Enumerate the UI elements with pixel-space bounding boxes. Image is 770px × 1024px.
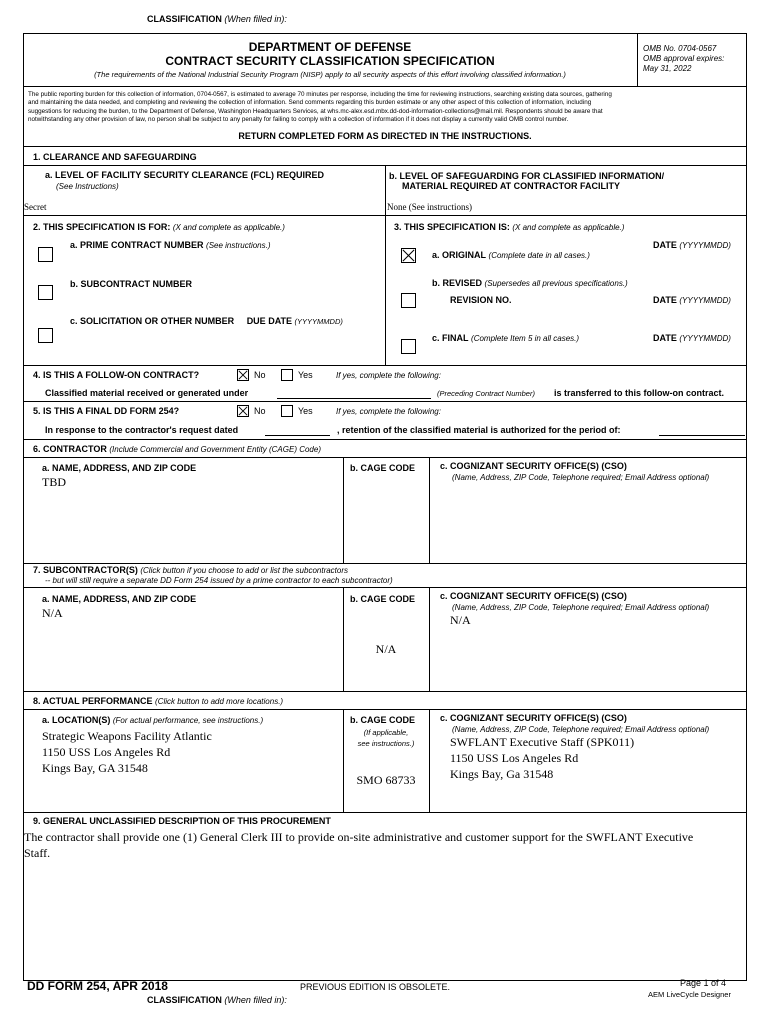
s4-title: 4. IS THIS A FOLLOW-ON CONTRACT? xyxy=(33,370,200,380)
s3b-date-header xyxy=(653,295,731,305)
s2-note: (X and complete as applicable.) xyxy=(172,223,285,232)
cso-line: Kings Bay, Ga 31548 xyxy=(450,767,554,781)
description-line: Staff. xyxy=(24,846,51,860)
dept-title: DEPARTMENT OF DEFENSE xyxy=(248,40,412,54)
header-divider xyxy=(637,33,638,86)
classification-label: CLASSIFICATION xyxy=(147,14,222,24)
s5-title: 5. IS THIS A FINAL DD FORM 254? xyxy=(33,406,180,416)
burden-line: notwithstanding any other provision of law, no person shall be subject to any penalty for failing to comply with a collection of information if it does not display a currently valid OMB control number. xyxy=(28,115,569,123)
form-subtitle: (The requirements of the National Industrial Security Program (NISP) apply to all security aspects of this effort involving classified information.) xyxy=(94,70,566,79)
x-mark-icon xyxy=(238,370,248,380)
rule xyxy=(429,457,430,563)
rule xyxy=(343,457,344,563)
subcontract-checkbox[interactable] xyxy=(38,285,53,300)
s6-note: (Include Commercial and Government Entity (CAGE) Code) xyxy=(109,445,321,454)
safeguarding-level-field[interactable]: None (See instructions) xyxy=(387,202,472,212)
date-note: (YYYYMMDD) xyxy=(679,334,731,343)
s7c-note: (Name, Address, ZIP Code, Telephone required; Email Address optional) xyxy=(452,603,710,612)
s4-line2-label: Classified material received or generated under xyxy=(45,388,249,398)
s8-note: (Click button to add more locations.) xyxy=(155,697,284,706)
s7-note: (Click button if you choose to add or list the subcontractors xyxy=(140,566,349,575)
s4-note: If yes, complete the following: xyxy=(336,371,441,380)
omb-number: OMB No. 0704-0567 xyxy=(643,44,717,53)
rule xyxy=(23,86,747,87)
date-label: DATE xyxy=(653,295,677,305)
location-line: Kings Bay, GA 31548 xyxy=(42,761,148,775)
date-label: DATE xyxy=(653,333,677,343)
s3a-row xyxy=(432,250,590,260)
rule xyxy=(385,165,386,215)
s2a-row xyxy=(70,240,271,250)
s4-no-checkbox[interactable] xyxy=(237,369,249,381)
classification-note: (When filled in): xyxy=(224,14,287,24)
s4-yes-label: Yes xyxy=(298,370,313,380)
bottom-classification xyxy=(147,995,287,1005)
procurement-description-field[interactable] xyxy=(24,829,693,861)
location-line: Strategic Weapons Facility Atlantic xyxy=(42,729,212,743)
s3c-label: c. FINAL xyxy=(432,333,469,343)
burden-line: The public reporting burden for this collection of information, 0704-0567, is estimated to average 70 minutes per response, including the time for reviewing instructions, searching existing data sources, gathering xyxy=(28,91,612,98)
s8b-label: b. CAGE CODE xyxy=(350,715,416,725)
rule xyxy=(23,563,747,564)
s5-line2-end: , retention of the classified material is authorized for the period of: xyxy=(337,425,621,435)
s6b-label: b. CAGE CODE xyxy=(350,463,416,473)
subcontractor-cso-field[interactable]: N/A xyxy=(450,613,471,627)
s1b-label-1: b. LEVEL OF SAFEGUARDING FOR CLASSIFIED INFORMATION/ xyxy=(389,171,665,181)
contractor-name-field[interactable]: TBD xyxy=(42,475,66,489)
s5-yes-label: Yes xyxy=(298,406,313,416)
s3-title: 3. THIS SPECIFICATION IS: xyxy=(394,222,510,232)
s7-note-2: -- but will still require a separate DD Form 254 issued by a prime contractor to each subcontractor) xyxy=(45,576,393,585)
s8-title: 8. ACTUAL PERFORMANCE xyxy=(33,696,153,706)
subcontractor-name-field[interactable]: N/A xyxy=(42,606,63,620)
s6-title-row xyxy=(33,444,321,454)
s3-note: (X and complete as applicable.) xyxy=(512,223,625,232)
s5-no-checkbox[interactable] xyxy=(237,405,249,417)
rule xyxy=(23,146,747,147)
burden-statement xyxy=(28,91,742,124)
date-label: DATE xyxy=(653,240,677,250)
s7c-label: c. COGNIZANT SECURITY OFFICE(S) (CSO) xyxy=(440,591,627,601)
form-title: CONTRACT SECURITY CLASSIFICATION SPECIFICATION xyxy=(165,54,495,68)
cso-line: SWFLANT Executive Staff (SPK011) xyxy=(450,735,635,749)
s3b-label: b. REVISED xyxy=(432,278,483,288)
s8b-note xyxy=(343,727,429,749)
s6c-note: (Name, Address, ZIP Code, Telephone required; Email Address optional) xyxy=(452,473,710,482)
rule xyxy=(23,439,747,440)
performance-cage-field[interactable]: SMO 68733 xyxy=(356,773,416,787)
s6c-label: c. COGNIZANT SECURITY OFFICE(S) (CSO) xyxy=(440,461,627,471)
designer-note: AEM LiveCycle Designer xyxy=(648,990,731,999)
s3c-date-header xyxy=(653,333,731,343)
date-note: (YYYYMMDD) xyxy=(679,296,731,305)
request-date-field[interactable] xyxy=(265,435,330,436)
rule xyxy=(23,709,747,710)
s1-title: 1. CLEARANCE AND SAFEGUARDING xyxy=(33,152,197,162)
performance-cso-field[interactable] xyxy=(450,734,634,782)
rule xyxy=(23,587,747,588)
previous-edition-note: PREVIOUS EDITION IS OBSOLETE. xyxy=(300,982,451,992)
s1a-label: a. LEVEL OF FACILITY SECURITY CLEARANCE (FCL) REQUIRED xyxy=(45,170,325,180)
s8a-note: (For actual performance, see instructions.) xyxy=(112,716,264,725)
s3b-note: (Supersedes all previous specifications.) xyxy=(484,279,628,288)
s4-line2-end: is transferred to this follow-on contract. xyxy=(554,388,725,398)
due-date-label: DUE DATE xyxy=(246,316,293,326)
s6-title: 6. CONTRACTOR xyxy=(33,444,107,454)
s9-title: 9. GENERAL UNCLASSIFIED DESCRIPTION OF THIS PROCUREMENT xyxy=(33,816,331,826)
rule xyxy=(23,365,747,366)
rule xyxy=(429,709,430,812)
s7-title-row xyxy=(33,565,348,575)
date-note: (YYYYMMDD) xyxy=(679,241,731,250)
rule xyxy=(343,709,344,812)
s6a-label: a. NAME, ADDRESS, AND ZIP CODE xyxy=(42,463,197,473)
s2b-label: b. SUBCONTRACT NUMBER xyxy=(70,279,192,289)
return-instructions: RETURN COMPLETED FORM AS DIRECTED IN THE INSTRUCTIONS. xyxy=(238,131,532,141)
revised-checkbox[interactable] xyxy=(401,293,416,308)
s5-line2-label: In response to the contractor's request dated xyxy=(45,425,239,435)
s2c-row xyxy=(70,316,343,326)
s7-title: 7. SUBCONTRACTOR(S) xyxy=(33,565,138,575)
location-line: 1150 USS Los Angeles Rd xyxy=(42,745,171,759)
final-checkbox[interactable] xyxy=(401,339,416,354)
retention-period-field[interactable] xyxy=(659,435,745,436)
s8a-row xyxy=(42,715,263,725)
classification-label: CLASSIFICATION xyxy=(147,995,222,1005)
description-line: The contractor shall provide one (1) General Clerk III to provide on-site administrative and customer support for the SWFLANT Executive xyxy=(24,830,694,844)
s2-title: 2. THIS SPECIFICATION IS FOR: xyxy=(33,222,171,232)
s8b-note-1: (If applicable, xyxy=(363,728,409,737)
omb-expires-label: OMB approval expires: xyxy=(643,54,725,63)
top-classification xyxy=(147,14,287,24)
s5-note: If yes, complete the following: xyxy=(336,407,441,416)
x-mark-icon xyxy=(238,406,248,416)
s2c-label: c. SOLICITATION OR OTHER NUMBER xyxy=(70,316,235,326)
s3a-label: a. ORIGINAL xyxy=(432,250,487,260)
s2a-note: (See instructions.) xyxy=(206,241,271,250)
s8c-label: c. COGNIZANT SECURITY OFFICE(S) (CSO) xyxy=(440,713,627,723)
omb-block xyxy=(643,44,724,74)
s7b-label: b. CAGE CODE xyxy=(350,594,416,604)
solicitation-checkbox[interactable] xyxy=(38,328,53,343)
s5-no-label: No xyxy=(254,406,266,416)
due-date-note: (YYYYMMDD) xyxy=(294,317,343,326)
s2-title-row xyxy=(33,222,285,232)
s7a-label: a. NAME, ADDRESS, AND ZIP CODE xyxy=(42,594,197,604)
prime-contract-checkbox[interactable] xyxy=(38,247,53,262)
s3b-row xyxy=(432,278,628,288)
s5-yes-checkbox[interactable] xyxy=(281,405,293,417)
form-number: DD FORM 254, APR 2018 xyxy=(27,979,168,993)
cso-line: 1150 USS Los Angeles Rd xyxy=(450,751,579,765)
rule xyxy=(23,812,747,813)
s8-title-row xyxy=(33,696,283,706)
s3c-row xyxy=(432,333,579,343)
s3-title-row xyxy=(394,222,624,232)
s8a-label: a. LOCATION(S) xyxy=(42,715,111,725)
preceding-contract-note: (Preceding Contract Number) xyxy=(437,389,535,398)
classification-note: (When filled in): xyxy=(224,995,287,1005)
rule xyxy=(429,587,430,691)
preceding-contract-field[interactable] xyxy=(277,398,431,399)
s4-yes-checkbox[interactable] xyxy=(281,369,293,381)
s2a-label: a. PRIME CONTRACT NUMBER xyxy=(70,240,204,250)
rule xyxy=(23,401,747,402)
s4-no-label: No xyxy=(254,370,266,380)
s1b-label-2: MATERIAL REQUIRED AT CONTRACTOR FACILITY xyxy=(402,181,620,191)
subcontractor-cage-field[interactable]: N/A xyxy=(375,642,397,656)
s1a-note: (See Instructions) xyxy=(56,182,119,191)
s3a-date-header xyxy=(653,240,731,250)
rule xyxy=(343,587,344,691)
s8b-note-2: see instructions.) xyxy=(357,739,415,748)
s3c-note: (Complete Item 5 in all cases.) xyxy=(471,334,580,343)
s8c-note: (Name, Address, ZIP Code, Telephone required; Email Address optional) xyxy=(452,725,710,734)
rule xyxy=(385,215,386,365)
burden-line: and maintaining the data needed, and completing and reviewing the collection of information. Send comments regarding this burden estimate or any other aspect of this collection of information, including xyxy=(28,99,592,107)
s3a-note: (Complete date in all cases.) xyxy=(488,251,590,260)
x-mark-icon xyxy=(402,249,415,262)
rule xyxy=(23,457,747,458)
burden-line: suggestions for reducing the burden, to the Department of Defense, Washington Headquarters Services, at whs.mc-alex.esd.mbx.dd-dod-information-collections@mail.mil. Respondents should be aware that xyxy=(28,107,603,115)
original-checkbox[interactable] xyxy=(401,248,416,263)
omb-expires-date: May 31, 2022 xyxy=(643,64,692,73)
revision-no-label: REVISION NO. xyxy=(450,295,512,305)
page-number: Page 1 of 4 xyxy=(680,978,727,988)
performance-location-field[interactable] xyxy=(42,728,212,776)
rule xyxy=(23,691,747,692)
fcl-level-field[interactable]: Secret xyxy=(24,202,47,212)
